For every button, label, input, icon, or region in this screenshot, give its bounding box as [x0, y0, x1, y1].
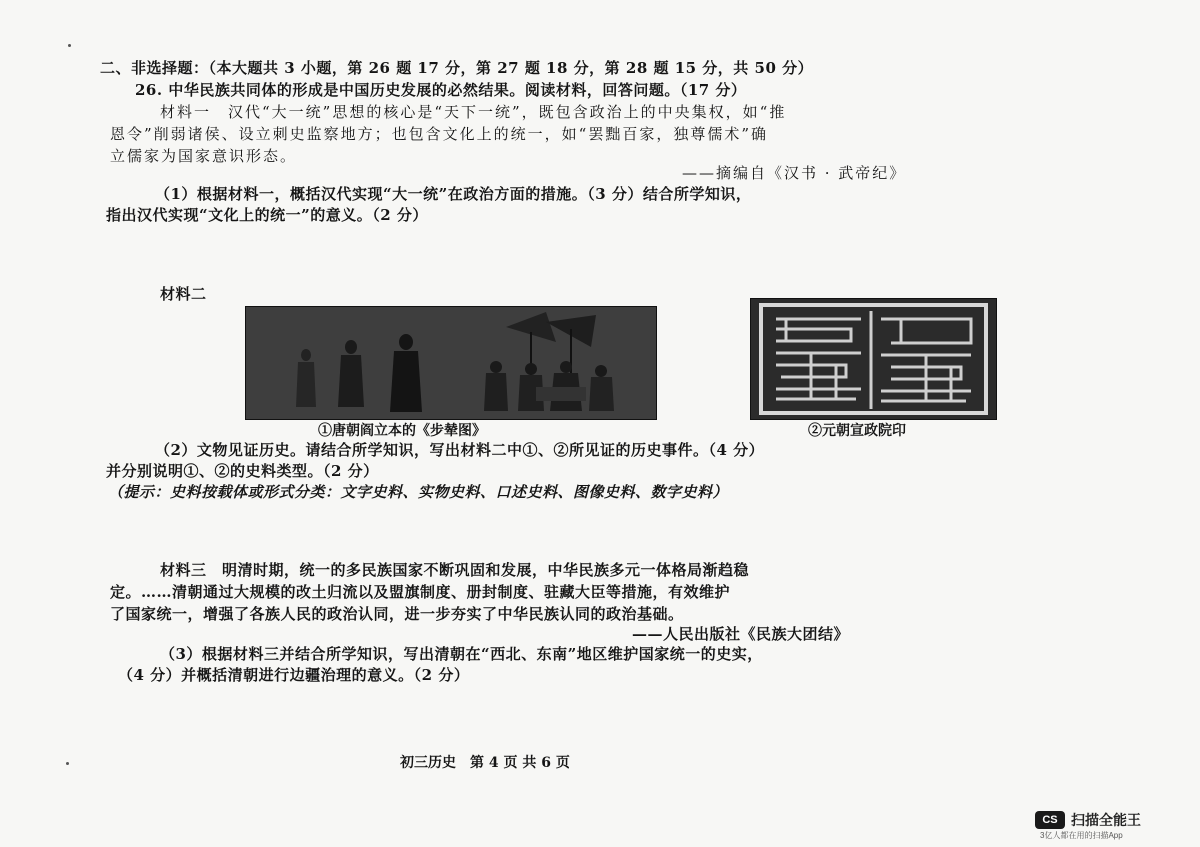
material1-line3: 立儒家为国家意识形态。	[110, 147, 298, 165]
caption-seal: ②元朝宣政院印	[808, 423, 906, 439]
seal-illustration	[751, 299, 996, 419]
scan-speck	[68, 44, 71, 47]
painting-image	[245, 306, 657, 420]
material3-line2: 定。……清朝通过大规模的改土归流以及盟旗制度、册封制度、驻藏大臣等措施，有效维护	[110, 583, 731, 601]
scan-speck	[66, 762, 69, 765]
material3-source: ——人民出版社《民族大团结》	[632, 625, 850, 643]
scanner-slogan: 3亿人都在用的扫描App	[1040, 831, 1123, 840]
scanner-logo-icon: CS	[1035, 811, 1065, 829]
seal-image	[750, 298, 997, 420]
section-heading: 二、非选择题：（本大题共 3 小题，第 26 题 17 分，第 27 题 18 分，第 28 题 15 分，共 50 分）	[100, 59, 814, 77]
painting-illustration	[246, 307, 656, 419]
question-stem: 26. 中华民族共同体的形成是中国历史发展的必然结果。阅读材料，回答问题。（17 分）	[135, 81, 747, 99]
q2-line1: （2）文物见证历史。请结合所学知识，写出材料二中①、②所见证的历史事件。（4 分）	[155, 441, 765, 459]
q2-line2: 并分别说明①、②的史料类型。（2 分）	[106, 462, 379, 480]
scanner-watermark	[1035, 810, 1141, 830]
page-footer: 初三历史 第 4 页 共 6 页	[400, 755, 570, 771]
q3-line1: （3）根据材料三并结合所学知识，写出清朝在“西北、东南”地区维护国家统一的史实，	[160, 645, 763, 663]
material1-source: ——摘编自《汉书 · 武帝纪》	[682, 164, 907, 182]
material1-line1: 材料一 汉代“大一统”思想的核心是“天下一统”，既包含政治上的中央集权，如“推	[160, 103, 787, 121]
q2-hint: （提示：史料按载体或形式分类：文字史料、实物史料、口述史料、图像史料、数字史料）	[108, 483, 729, 501]
material3-line3: 了国家统一，增强了各族人民的政治认同，进一步夯实了中华民族认同的政治基础。	[110, 605, 684, 623]
material1-line2: 恩令”削弱诸侯、设立刺史监察地方；也包含文化上的统一，如“罢黜百家，独尊儒术”确	[110, 125, 769, 143]
q3-line2: （4 分）并概括清朝进行边疆治理的意义。（2 分）	[118, 666, 470, 684]
q1-line2: 指出汉代实现“文化上的统一”的意义。（2 分）	[106, 206, 428, 224]
material2-label: 材料二	[160, 285, 207, 303]
scanner-app-name: 扫描全能王	[1071, 812, 1141, 828]
material3-line1: 材料三 明清时期，统一的多民族国家不断巩固和发展，中华民族多元一体格局渐趋稳	[160, 561, 750, 579]
q1-line1: （1）根据材料一，概括汉代实现“大一统”在政治方面的措施。（3 分）结合所学知识，	[155, 185, 752, 203]
caption-painting: ①唐朝阎立本的《步辇图》	[318, 423, 486, 439]
